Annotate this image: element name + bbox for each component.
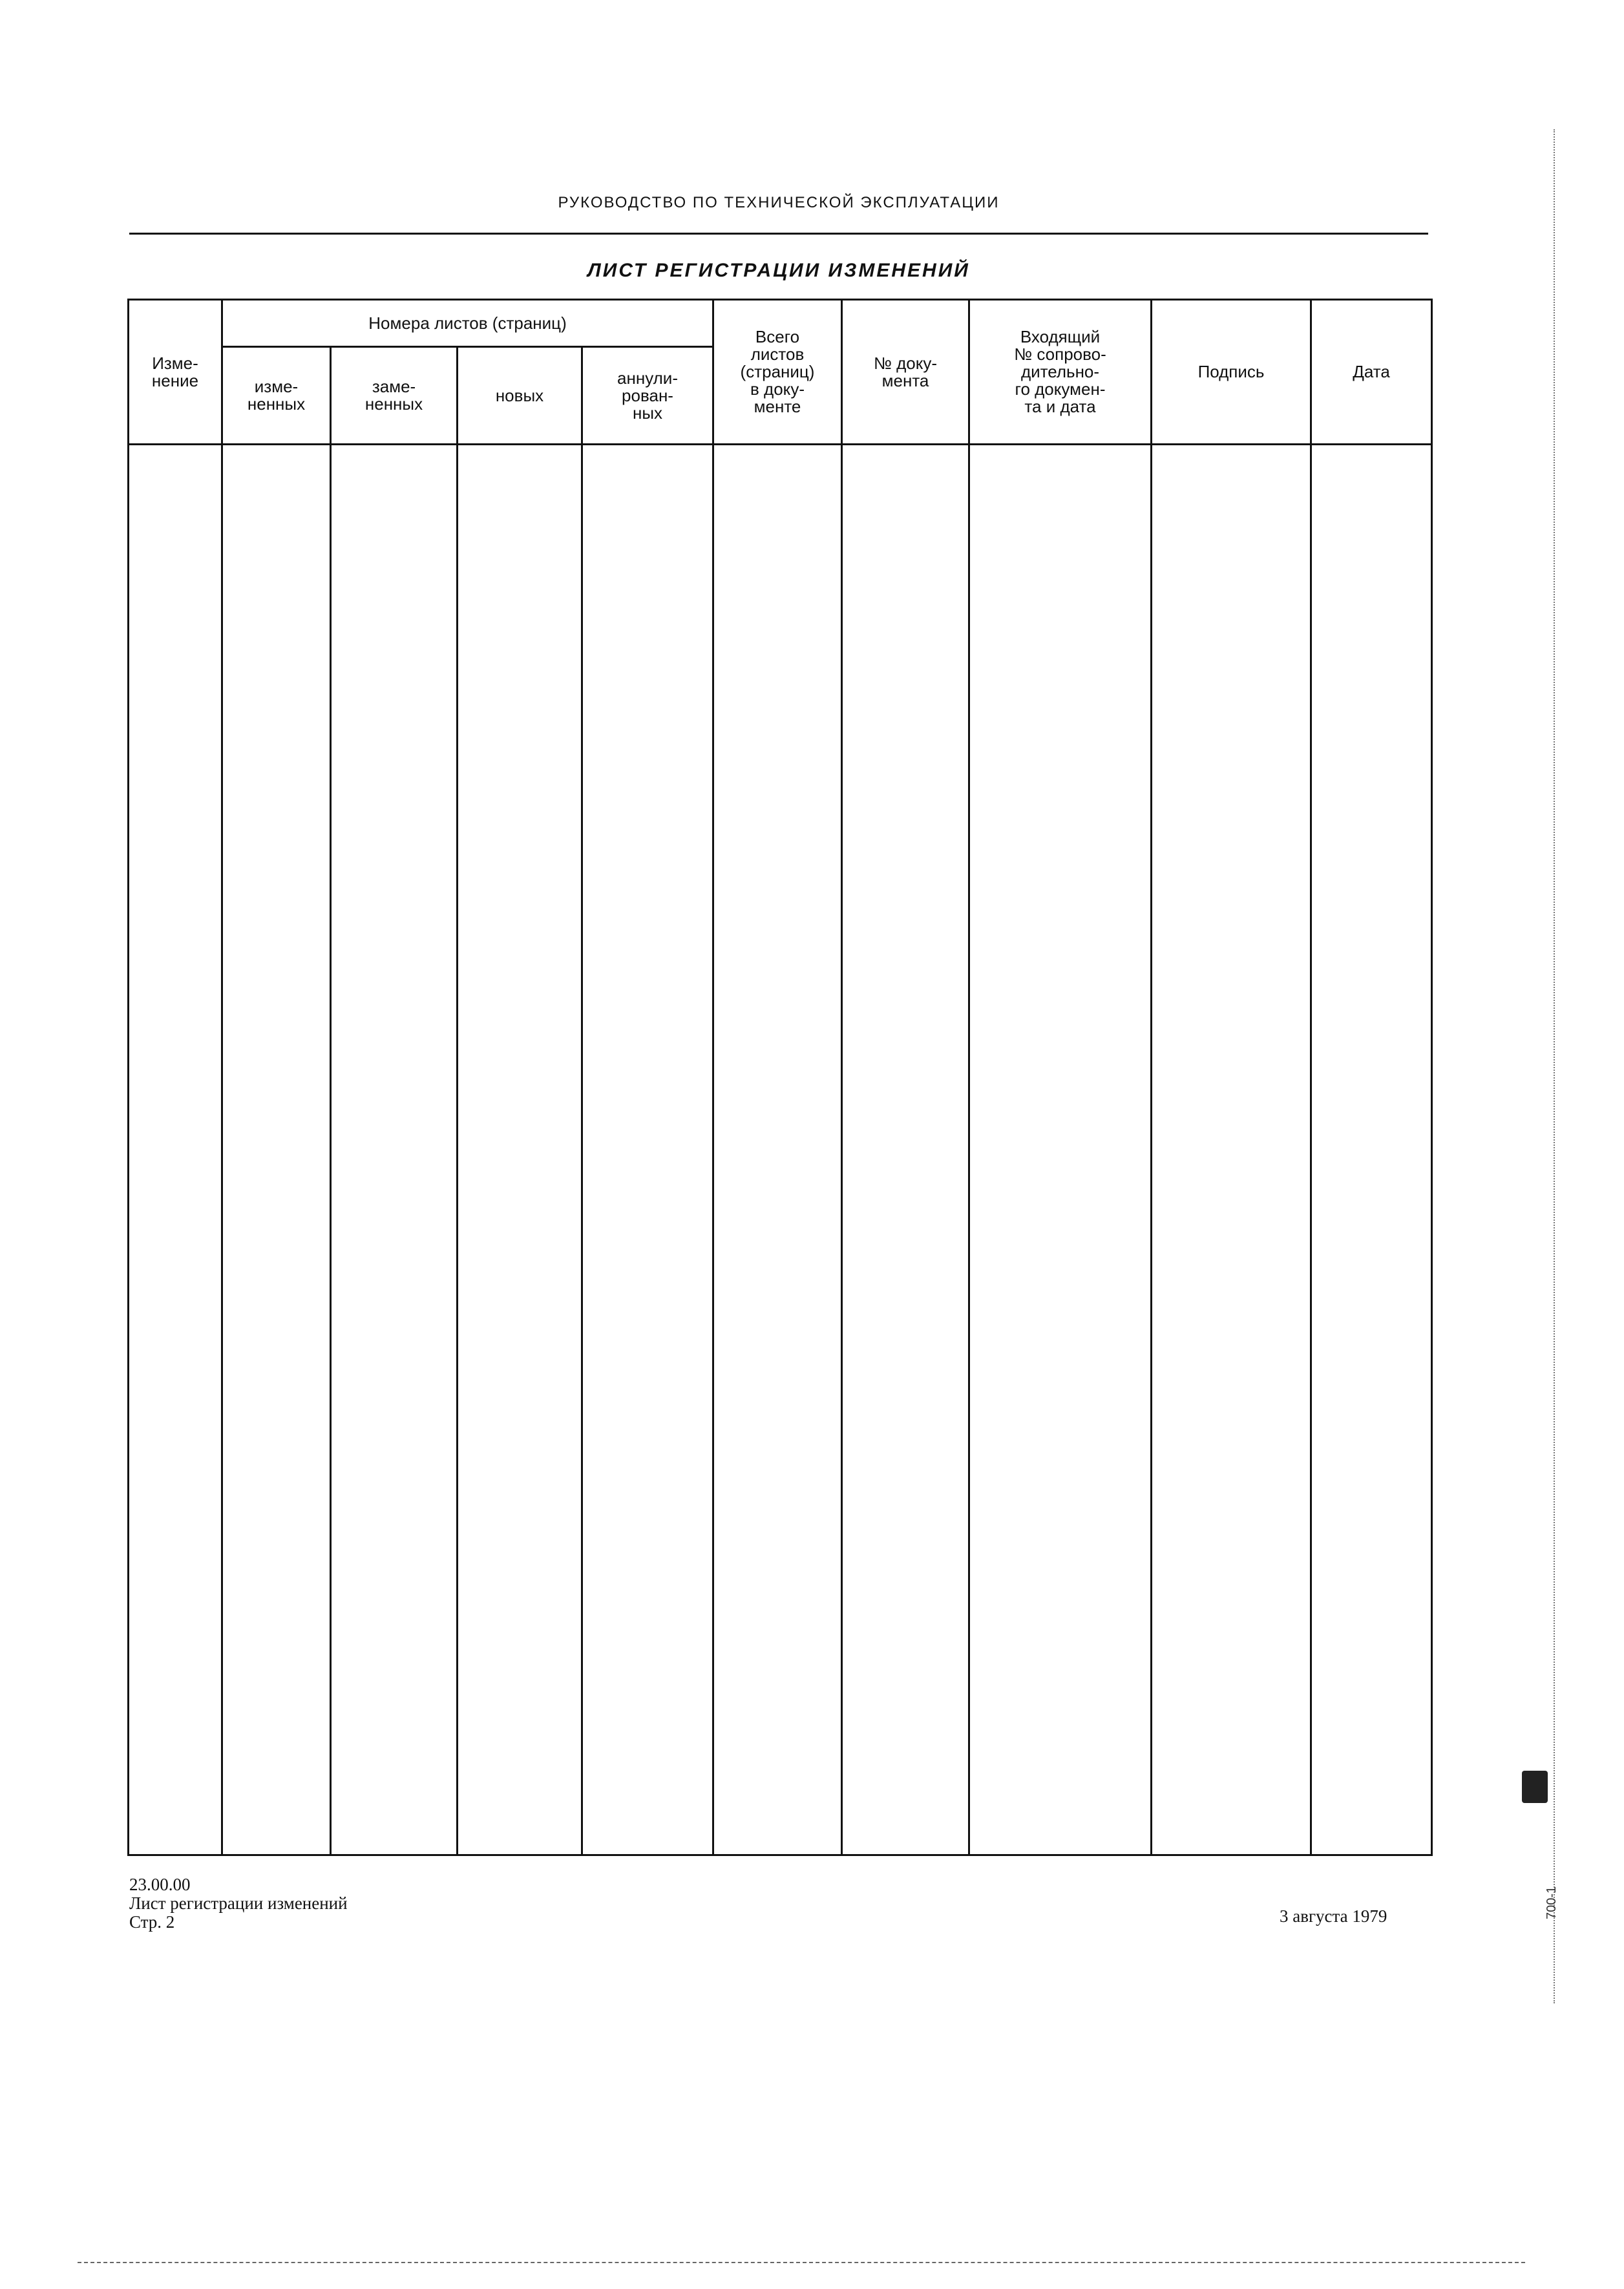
col-header-change: Изме- нение <box>129 300 222 445</box>
change-registration-table <box>127 299 1433 1856</box>
cell-doc-number <box>842 445 969 1855</box>
sheet-title: ЛИСТ РЕГИСТРАЦИИ ИЗМЕНЕНИЙ <box>587 260 970 281</box>
scan-blot <box>1522 1771 1548 1803</box>
col-header-incoming-doc: Входящий № сопрово- дительно- го докумен- та и дата <box>969 300 1152 445</box>
footer-section: Лист регистрации изменений <box>129 1893 348 1913</box>
col-header-total-sheets: Всего листов (страниц) в доку- менте <box>713 300 842 445</box>
cell-change <box>129 445 222 1855</box>
cell-replaced <box>331 445 458 1855</box>
scan-margin-line <box>1554 129 1555 2003</box>
table-blank-body <box>129 445 1432 1855</box>
header-rule <box>129 233 1428 235</box>
cell-incoming-doc <box>969 445 1152 1855</box>
col-header-date: Дата <box>1311 300 1432 445</box>
cell-signature <box>1152 445 1311 1855</box>
col-group-sheet-numbers: Номера листов (страниц) <box>222 300 713 347</box>
cell-new <box>458 445 582 1855</box>
col-header-doc-number: № доку- мента <box>842 300 969 445</box>
footer-code: 23.00.00 <box>129 1875 191 1894</box>
footer-identification <box>129 1875 348 1932</box>
cell-total-sheets <box>713 445 842 1855</box>
margin-code: 700-1 <box>1545 1886 1559 1919</box>
cell-changed <box>222 445 331 1855</box>
scan-bottom-edge <box>78 2262 1525 2263</box>
running-header: РУКОВОДСТВО ПО ТЕХНИЧЕСКОЙ ЭКСПЛУАТАЦИИ <box>558 194 1000 211</box>
cell-date <box>1311 445 1432 1855</box>
col-header-changed: изме- ненных <box>222 347 331 445</box>
cell-annulled <box>582 445 713 1855</box>
footer-date: 3 августа 1979 <box>1280 1906 1387 1926</box>
col-header-new: новых <box>458 347 582 445</box>
col-header-annulled: аннули- рован- ных <box>582 347 713 445</box>
footer-page: Стр. 2 <box>129 1912 175 1932</box>
col-header-replaced: заме- ненных <box>331 347 458 445</box>
col-header-signature: Подпись <box>1152 300 1311 445</box>
